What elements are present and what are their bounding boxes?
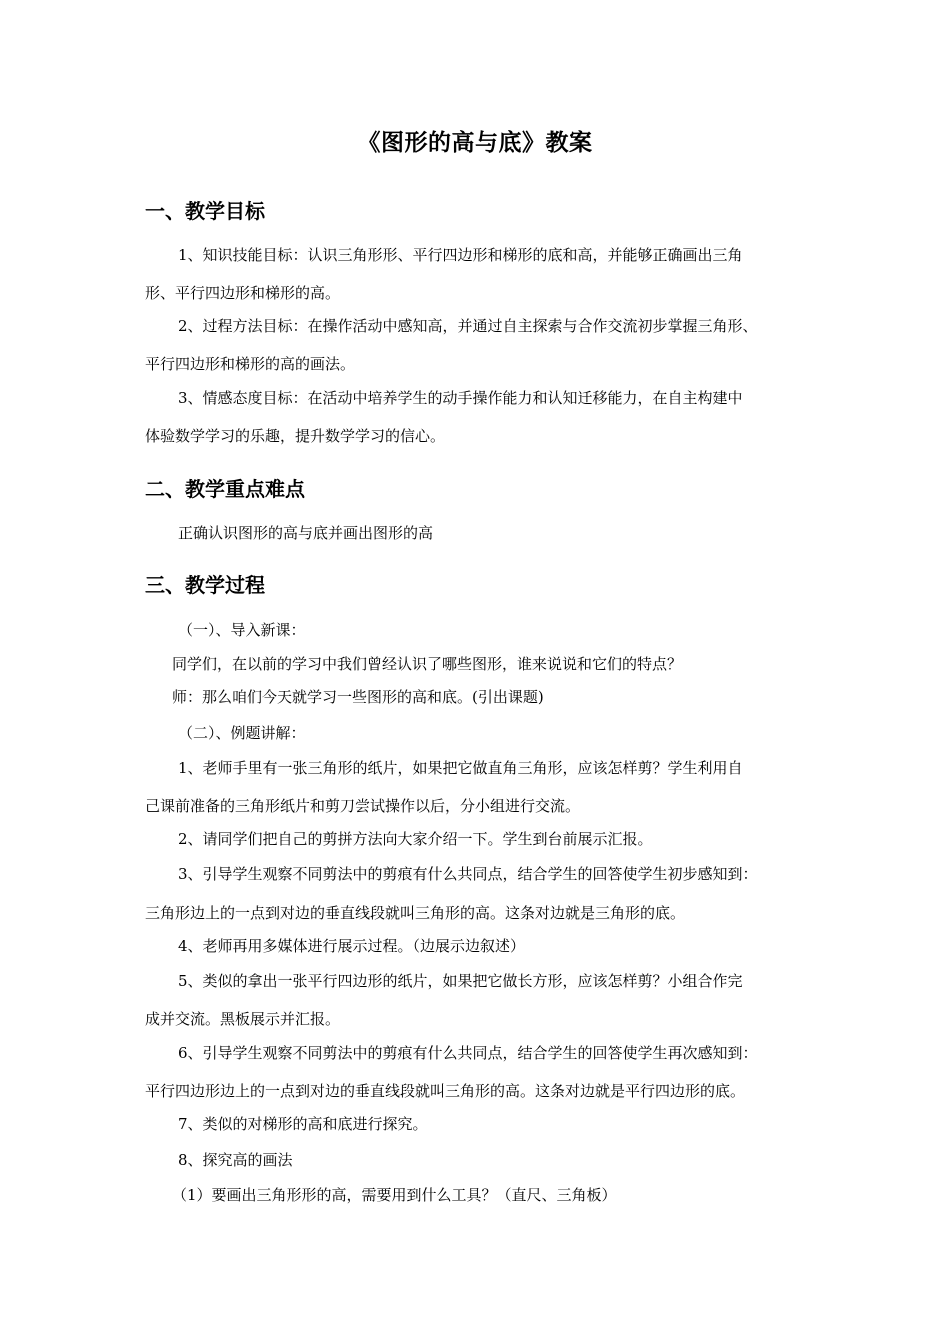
paragraph-line: 体验数学学习的乐趣，提升数学学习的信心。 [145, 427, 446, 445]
paragraph-line: 2、请同学们把自己的剪拼方法向大家介绍一下。学生到台前展示汇报。 [178, 830, 653, 848]
paragraph-line: 己课前准备的三角形纸片和剪刀尝试操作以后，分小组进行交流。 [145, 797, 581, 815]
paragraph-line: 2、过程方法目标：在操作活动中感知高，并通过自主探索与合作交流初步掌握三角形、 [178, 317, 758, 335]
paragraph-line: 3、情感态度目标：在活动中培养学生的动手操作能力和认知迁移能力，在自主构建中 [178, 389, 743, 407]
subsection-heading: （二）、例题讲解： [178, 724, 306, 742]
document-title: 《图形的高与底》教案 [357, 130, 593, 156]
paragraph-line: 成并交流。黑板展示并汇报。 [145, 1010, 341, 1028]
section-heading-objectives: 一、教学目标 [145, 199, 265, 223]
paragraph-line: 平行四边形边上的一点到对边的垂直线段就叫三角形的高。这条对边就是平行四边形的底。 [145, 1082, 746, 1100]
paragraph-line: 6、引导学生观察不同剪法中的剪痕有什么共同点，结合学生的回答使学生再次感知到： [178, 1044, 758, 1062]
paragraph-line: 同学们，在以前的学习中我们曾经认识了哪些图形，谁来说说和它们的特点？ [172, 655, 683, 673]
paragraph-line: 5、类似的拿出一张平行四边形的纸片，如果把它做长方形，应该怎样剪？小组合作完 [178, 972, 743, 990]
paragraph-line: 平行四边形和梯形的高的画法。 [145, 355, 356, 373]
paragraph-line: 形、平行四边形和梯形的高。 [145, 284, 341, 302]
paragraph-line: 三角形边上的一点到对边的垂直线段就叫三角形的高。这条对边就是三角形的底。 [145, 904, 686, 922]
section-heading-key-points: 二、教学重点难点 [145, 477, 305, 501]
subsection-heading: （一）、导入新课： [178, 621, 306, 639]
section-heading-process: 三、教学过程 [145, 573, 265, 597]
paragraph-line: （1）要画出三角形形的高，需要用到什么工具？（直尺、三角板） [172, 1186, 617, 1204]
paragraph-line: 1、知识技能目标：认识三角形形、平行四边形和梯形的底和高，并能够正确画出三角 [178, 246, 743, 264]
paragraph-line: 师：那么咱们今天就学习一些图形的高和底。(引出课题) [172, 688, 544, 706]
paragraph-line: 4、老师再用多媒体进行展示过程。（边展示边叙述） [178, 937, 526, 955]
paragraph-line: 3、引导学生观察不同剪法中的剪痕有什么共同点，结合学生的回答使学生初步感知到： [178, 865, 758, 883]
paragraph-line: 1、老师手里有一张三角形的纸片，如果把它做直角三角形，应该怎样剪？学生利用自 [178, 759, 743, 777]
paragraph-line: 7、类似的对梯形的高和底进行探究。 [178, 1115, 428, 1133]
paragraph-line: 8、探究高的画法 [178, 1151, 293, 1169]
paragraph-line: 正确认识图形的高与底并画出图形的高 [178, 524, 434, 542]
